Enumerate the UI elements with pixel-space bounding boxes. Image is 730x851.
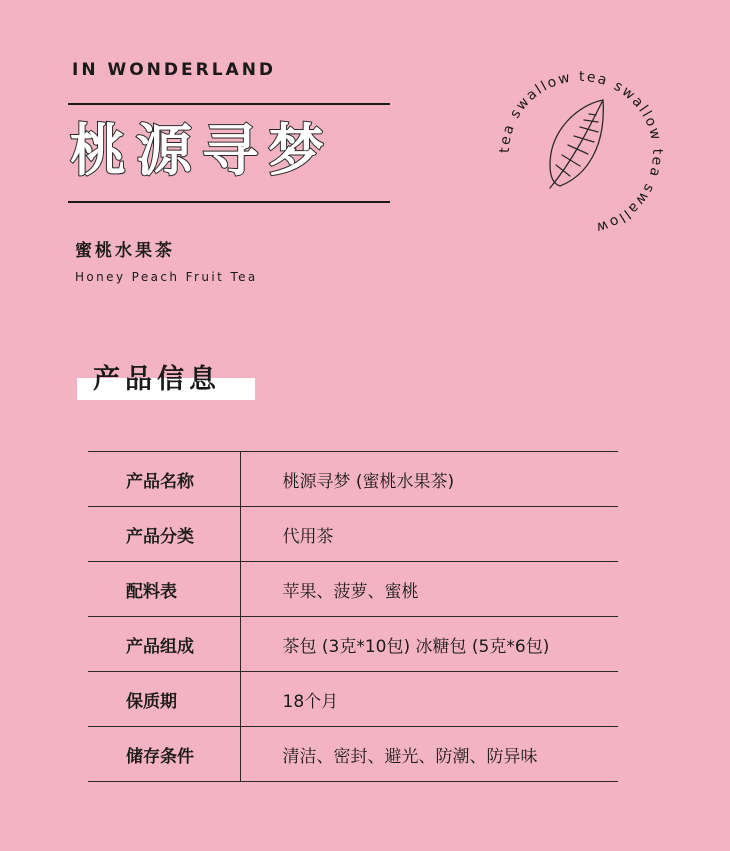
title-bottom-rule [68,201,390,203]
table-row [88,672,618,727]
row-label: 产品组成 [88,617,240,672]
row-value: 苹果、菠萝、蜜桃 [240,562,618,617]
leaf-icon [550,100,603,188]
section-heading-text: 产品信息 [93,364,221,395]
badge-ring-text: tea swallow tea swallow tea swallow [496,68,666,236]
brand-eyebrow: IN WONDERLAND [72,60,277,80]
row-value: 代用茶 [240,507,618,562]
row-label: 配料表 [88,562,240,617]
row-label: 产品分类 [88,507,240,562]
product-info-table [88,451,618,782]
row-value: 清洁、密封、避光、防潮、防异味 [240,727,618,782]
row-value: 茶包 (3克*10包) 冰糖包 (5克*6包) [240,617,618,672]
table-row [88,727,618,782]
section-heading [77,360,255,402]
table-row [88,562,618,617]
hero-title: 桃源寻梦 [70,119,334,184]
tea-swallow-badge [488,60,674,246]
product-name-en: Honey Peach Fruit Tea [75,270,258,284]
row-label: 产品名称 [88,452,240,507]
product-name-cn: 蜜桃水果茶 [75,241,175,261]
table-row [88,617,618,672]
row-value: 18个月 [240,672,618,727]
row-label: 保质期 [88,672,240,727]
table-row [88,452,618,507]
table-row [88,507,618,562]
row-label: 储存条件 [88,727,240,782]
row-value: 桃源寻梦 (蜜桃水果茶) [240,452,618,507]
title-top-rule [68,103,390,105]
